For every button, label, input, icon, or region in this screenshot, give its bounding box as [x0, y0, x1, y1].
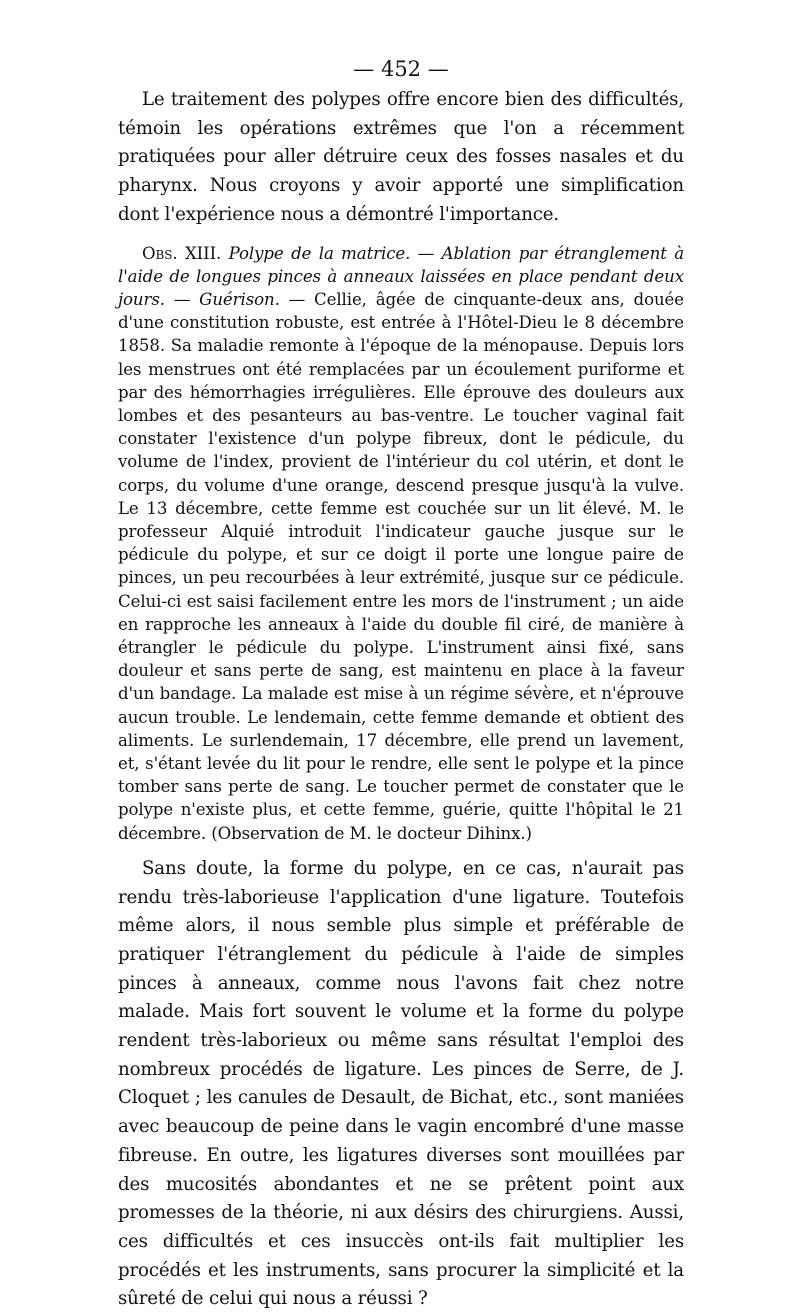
observation-block [118, 242, 684, 845]
observation-label: Obs. XIII. [142, 243, 222, 263]
paragraph-discussion: Sans doute, la forme du polype, en ce cas, n'aurait pas rendu très-laborieuse l'application d'une ligature. Toutefois même alors, il nous semble plus simple et préférable de pratiquer l'étranglement du pédicule à l'aide de simples pinces à anneaux, comme nous l'avons fait chez notre malade. Mais fort souvent le volume et la forme du polype rendent très-laborieux ou même sans résultat l'emploi des nombreux procédés de ligature. Les pinces de Serre, de J. Cloquet ; les canules de Desault, de Bichat, etc., sont maniées avec beaucoup de peine dans le vagin encombré d'une masse fibreuse. En outre, les ligatures diverses sont mouillées par des mucosités abondantes et ne se prêtent point aux promesses de la théorie, ni aux désirs des chirurgiens. Aussi, ces difficultés et ces insuccès ont-ils fait multiplier les procédés et les instruments, sans procurer la simplicité et la sûreté de celui qui nous a réussi ? [118, 857, 684, 1310]
page-number: — 452 — [353, 57, 449, 81]
observation-title: Polype de la matrice. — Ablation par étranglement à l'aide de longues pinces à anneaux laissées en place pendant deux jours. — Guérison. [118, 243, 684, 309]
observation-body: — Cellie, âgée de cinquante-deux ans, douée d'une constitution robuste, est entrée à l'Hôtel-Dieu le 8 décembre 1858. Sa maladie remonte à l'époque de la ménopause. Depuis lors les menstrues ont été remplacées par un écoulement puriforme et par des hémorrhagies irrégulières. Elle éprouve des douleurs aux lombes et des pesanteurs au bas-ventre. Le toucher vaginal fait constater l'existence d'un polype fibreux, dont le pédicule, du volume de l'index, provient de l'intérieur du col utérin, et dont le corps, du volume d'une orange, descend presque jusqu'à la vulve. Le 13 décembre, cette femme est couchée sur un lit élevé. M. le professeur Alquié introduit l'indicateur gauche jusque sur le pédicule du polype, et sur ce doigt il porte une longue paire de pinces, un peu recourbées à leur extrémité, jusque sur ce pédicule. Celui-ci est saisi facilement entre les mors de l'instrument ; un aide en rapproche les anneaux à l'aide du double fil ciré, de manière à étrangler le pédicule du polype. L'instrument ainsi fixé, sans douleur et sans perte de sang, est maintenu en place à la faveur d'un bandage. La malade est mise à un régime sévère, et n'éprouve aucun trouble. Le lendemain, cette femme demande et obtient des aliments. Le surlendemain, 17 décembre, elle prend un lavement, et, s'étant levée du lit pour le rendre, elle sent le polype et la pince tomber sans perte de sang. Le toucher permet de constater que le polype n'existe plus, et cette femme, guérie, quitte l'hôpital le 21 décembre. (Observation de M. le docteur Dihinx.) [118, 289, 684, 843]
book-page [118, 54, 684, 1314]
paragraph-intro: Le traitement des polypes offre encore bien des difficultés, témoin les opérations extrêmes que l'on a récemment pratiquées pour aller détruire ceux des fosses nasales et du pharynx. Nous croyons y avoir apporté une simplification dont l'expérience nous a démontré l'importance. [118, 89, 684, 225]
